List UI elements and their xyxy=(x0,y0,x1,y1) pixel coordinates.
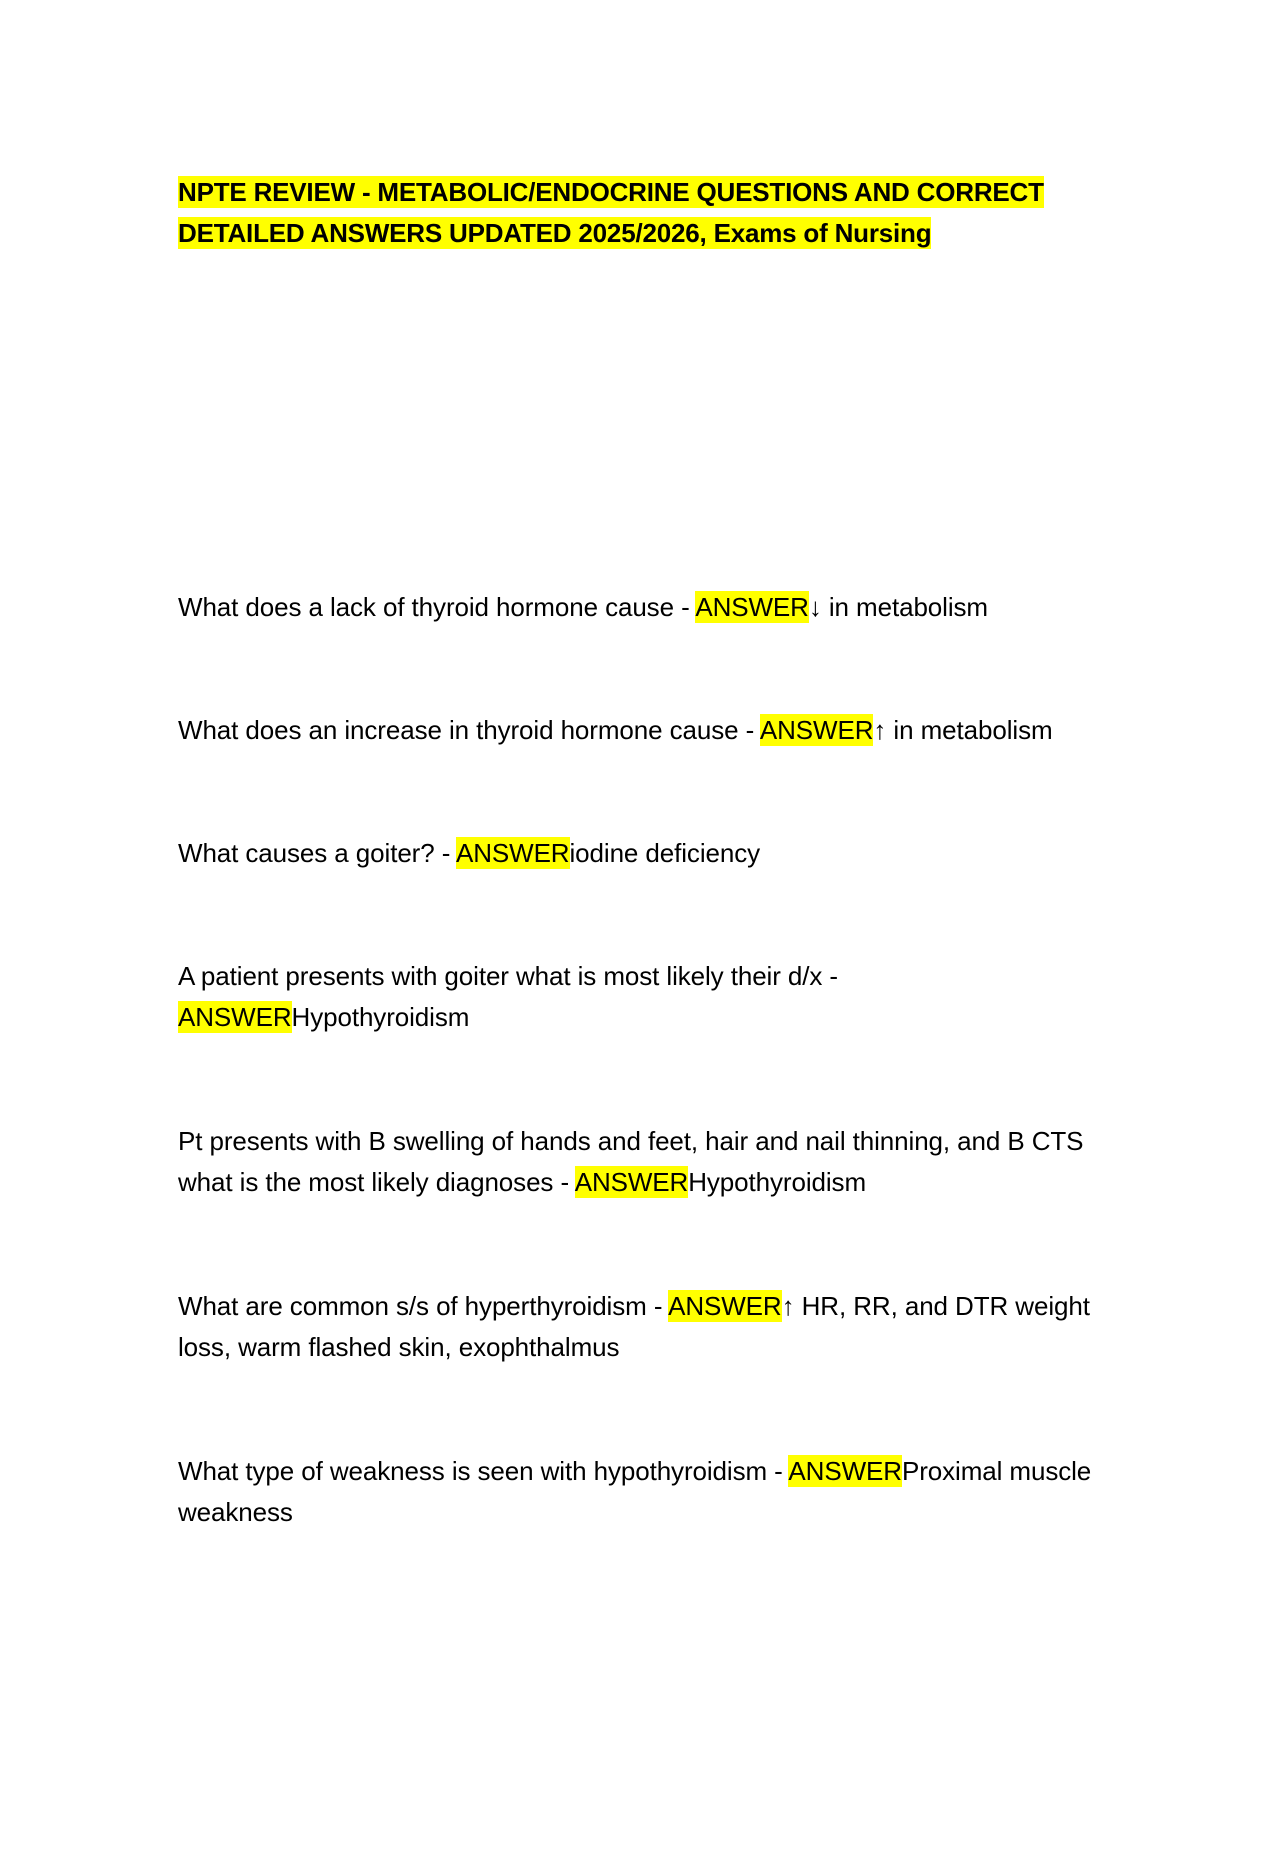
answer-label: ANSWER xyxy=(574,1167,689,1197)
answer-label: ANSWER xyxy=(759,715,874,745)
answer-label: ANSWER xyxy=(178,1002,292,1032)
document-title xyxy=(178,172,1138,254)
answer-text: Hypothyroidism xyxy=(291,1002,470,1032)
question-text: What does an increase in thyroid hormone cause - xyxy=(178,715,760,745)
question-text: What are common s/s of hyperthyroidism - xyxy=(178,1291,669,1321)
qa-item xyxy=(178,710,1118,751)
question-text: What causes a goiter? - xyxy=(178,838,456,868)
answer-label: ANSWER xyxy=(695,592,809,622)
answer-text: Hypothyroidism xyxy=(688,1167,867,1197)
answer-text: ↑ HR, RR, and DTR weight loss, warm flashed skin, exophthalmus xyxy=(178,1291,1090,1362)
question-text: Pt presents with B swelling of hands and feet, hair and nail thinning, and B CTS what is the most likely diagnoses - xyxy=(178,1126,1084,1197)
answer-text: iodine deficiency xyxy=(569,838,761,868)
answer-text: Proximal muscle weakness xyxy=(178,1456,1092,1527)
qa-item xyxy=(178,1286,1118,1368)
qa-item xyxy=(178,1121,1118,1203)
qa-item xyxy=(178,956,1118,1038)
answer-text: ↑ in metabolism xyxy=(873,715,1053,745)
qa-item xyxy=(178,587,1118,628)
answer-label: ANSWER xyxy=(668,1291,782,1321)
answer-label: ANSWER xyxy=(455,838,570,868)
document-title-text: NPTE REVIEW - METABOLIC/ENDOCRINE QUESTIONS AND CORRECT DETAILED ANSWERS UPDATED 2025/2026, Exams of Nursing xyxy=(178,177,1044,248)
qa-item xyxy=(178,1451,1118,1533)
question-text: A patient presents with goiter what is most likely their d/x - xyxy=(178,961,838,991)
answer-text: ↓ in metabolism xyxy=(808,592,988,622)
qa-item xyxy=(178,833,1118,874)
question-text: What does a lack of thyroid hormone cause - xyxy=(178,592,696,622)
answer-label: ANSWER xyxy=(788,1456,902,1486)
question-text: What type of weakness is seen with hypothyroidism - xyxy=(178,1456,789,1486)
